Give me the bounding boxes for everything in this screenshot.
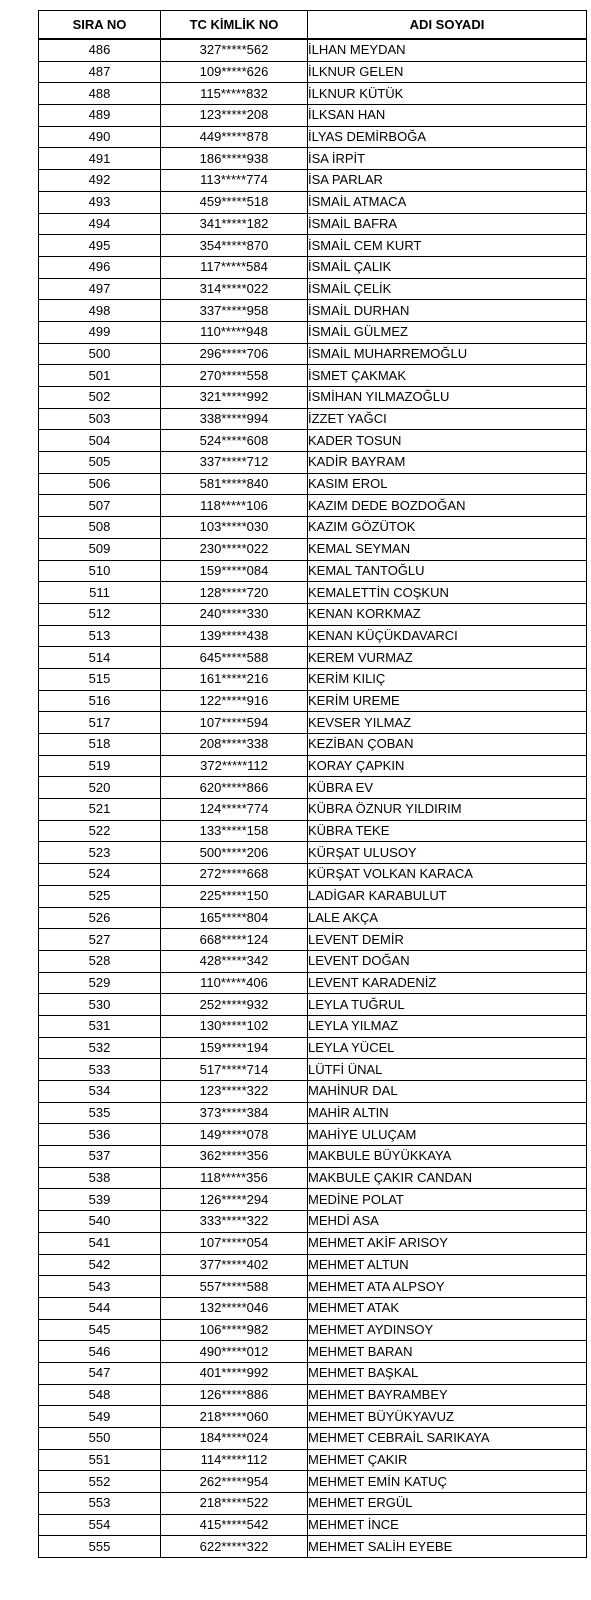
adi-soyadi-cell: İSMAİL ÇALIK	[308, 256, 587, 278]
tc-kimlik-no-cell: 186*****938	[161, 148, 308, 170]
tc-kimlik-no-cell: 415*****542	[161, 1514, 308, 1536]
table-body	[39, 39, 587, 1558]
table-row	[39, 842, 587, 864]
tc-kimlik-no-cell: 622*****322	[161, 1536, 308, 1558]
adi-soyadi-cell: MEHMET ÇAKIR	[308, 1449, 587, 1471]
table-row	[39, 1189, 587, 1211]
table-row	[39, 235, 587, 257]
tc-kimlik-no-cell: 327*****562	[161, 39, 308, 61]
table-row	[39, 1037, 587, 1059]
table-row	[39, 1081, 587, 1103]
sira-no-cell: 504	[39, 430, 161, 452]
sira-no-cell: 492	[39, 170, 161, 192]
sira-no-cell: 493	[39, 191, 161, 213]
tc-kimlik-no-cell: 230*****022	[161, 538, 308, 560]
tc-kimlik-no-cell: 225*****150	[161, 885, 308, 907]
table-row	[39, 126, 587, 148]
tc-kimlik-no-cell: 107*****054	[161, 1232, 308, 1254]
sira-no-cell: 539	[39, 1189, 161, 1211]
adi-soyadi-cell: LEVENT DEMİR	[308, 929, 587, 951]
table-row	[39, 1211, 587, 1233]
table-row	[39, 517, 587, 539]
sira-no-cell: 543	[39, 1276, 161, 1298]
sira-no-cell: 553	[39, 1493, 161, 1515]
tc-kimlik-no-cell: 110*****406	[161, 972, 308, 994]
tc-kimlik-no-cell: 401*****992	[161, 1362, 308, 1384]
adi-soyadi-cell: MAHİNUR DAL	[308, 1081, 587, 1103]
sira-no-cell: 490	[39, 126, 161, 148]
adi-soyadi-cell: MEHDİ ASA	[308, 1211, 587, 1233]
tc-kimlik-no-cell: 428*****342	[161, 950, 308, 972]
sira-no-cell: 496	[39, 256, 161, 278]
sira-no-cell: 537	[39, 1146, 161, 1168]
tc-kimlik-no-cell: 115*****832	[161, 83, 308, 105]
sira-no-cell: 507	[39, 495, 161, 517]
sira-no-cell: 519	[39, 755, 161, 777]
tc-kimlik-no-cell: 149*****078	[161, 1124, 308, 1146]
adi-soyadi-cell: LALE AKÇA	[308, 907, 587, 929]
table-row	[39, 343, 587, 365]
table-row	[39, 1449, 587, 1471]
adi-soyadi-cell: LADİGAR KARABULUT	[308, 885, 587, 907]
table-row	[39, 1514, 587, 1536]
tc-kimlik-no-cell: 123*****322	[161, 1081, 308, 1103]
sira-no-cell: 491	[39, 148, 161, 170]
table-row	[39, 1167, 587, 1189]
adi-soyadi-cell: KÜBRA TEKE	[308, 820, 587, 842]
table-row	[39, 950, 587, 972]
table-row	[39, 1102, 587, 1124]
adi-soyadi-cell: LEYLA YÜCEL	[308, 1037, 587, 1059]
adi-soyadi-cell: KAZIM GÖZÜTOK	[308, 517, 587, 539]
adi-soyadi-cell: KEMALETTİN COŞKUN	[308, 582, 587, 604]
sira-no-cell: 544	[39, 1297, 161, 1319]
table-row	[39, 1124, 587, 1146]
adi-soyadi-cell: MEHMET SALİH EYEBE	[308, 1536, 587, 1558]
adi-soyadi-cell: İSMAİL ÇELİK	[308, 278, 587, 300]
tc-kimlik-no-cell: 252*****932	[161, 994, 308, 1016]
tc-kimlik-no-cell: 449*****878	[161, 126, 308, 148]
tc-kimlik-no-cell: 240*****330	[161, 603, 308, 625]
table-row	[39, 538, 587, 560]
tc-kimlik-no-cell: 668*****124	[161, 929, 308, 951]
tc-kimlik-no-cell: 459*****518	[161, 191, 308, 213]
tc-kimlik-no-cell: 118*****356	[161, 1167, 308, 1189]
header-row	[39, 11, 587, 40]
table-row	[39, 1362, 587, 1384]
adi-soyadi-cell: İSA PARLAR	[308, 170, 587, 192]
table-row	[39, 625, 587, 647]
sira-no-cell: 495	[39, 235, 161, 257]
table-row	[39, 1319, 587, 1341]
sira-no-cell: 499	[39, 321, 161, 343]
tc-kimlik-no-cell: 106*****982	[161, 1319, 308, 1341]
tc-kimlik-no-cell: 272*****668	[161, 864, 308, 886]
sira-no-cell: 488	[39, 83, 161, 105]
table-row	[39, 213, 587, 235]
tc-kimlik-no-cell: 500*****206	[161, 842, 308, 864]
table-row	[39, 1471, 587, 1493]
adi-soyadi-cell: MAKBULE ÇAKIR CANDAN	[308, 1167, 587, 1189]
table-row	[39, 430, 587, 452]
tc-kimlik-no-cell: 645*****588	[161, 647, 308, 669]
tc-kimlik-no-cell: 337*****712	[161, 452, 308, 474]
adi-soyadi-cell: MAHİYE ULUÇAM	[308, 1124, 587, 1146]
tc-kimlik-no-cell: 126*****294	[161, 1189, 308, 1211]
adi-soyadi-cell: İLKNUR GELEN	[308, 61, 587, 83]
tc-kimlik-no-cell: 124*****774	[161, 799, 308, 821]
adi-soyadi-cell: İLKSAN HAN	[308, 105, 587, 127]
tc-kimlik-no-cell: 354*****870	[161, 235, 308, 257]
adi-soyadi-cell: KADİR BAYRAM	[308, 452, 587, 474]
sira-no-cell: 549	[39, 1406, 161, 1428]
table-row	[39, 495, 587, 517]
adi-soyadi-cell: MEHMET BÜYÜKYAVUZ	[308, 1406, 587, 1428]
table-row	[39, 105, 587, 127]
sira-no-cell: 512	[39, 603, 161, 625]
adi-soyadi-cell: LÜTFİ ÜNAL	[308, 1059, 587, 1081]
table-row	[39, 1428, 587, 1450]
sira-no-cell: 508	[39, 517, 161, 539]
tc-kimlik-no-cell: 517*****714	[161, 1059, 308, 1081]
tc-kimlik-no-cell: 490*****012	[161, 1341, 308, 1363]
sira-no-cell: 517	[39, 712, 161, 734]
table-row	[39, 39, 587, 61]
sira-no-cell: 547	[39, 1362, 161, 1384]
table-row	[39, 972, 587, 994]
tc-kimlik-no-cell: 165*****804	[161, 907, 308, 929]
table-row	[39, 1015, 587, 1037]
adi-soyadi-cell: MEHMET EMİN KATUÇ	[308, 1471, 587, 1493]
adi-soyadi-cell: İSMAİL ATMACA	[308, 191, 587, 213]
table-row	[39, 1341, 587, 1363]
tc-kimlik-no-cell: 337*****958	[161, 300, 308, 322]
table-row	[39, 1493, 587, 1515]
table-row	[39, 582, 587, 604]
table-row	[39, 1059, 587, 1081]
tc-kimlik-no-cell: 262*****954	[161, 1471, 308, 1493]
sira-no-cell: 534	[39, 1081, 161, 1103]
table-row	[39, 191, 587, 213]
sira-no-cell: 497	[39, 278, 161, 300]
tc-kimlik-no-cell: 118*****106	[161, 495, 308, 517]
adi-soyadi-cell: KERİM UREME	[308, 690, 587, 712]
sira-no-cell: 518	[39, 734, 161, 756]
adi-soyadi-cell: MEHMET BAYRAMBEY	[308, 1384, 587, 1406]
tc-kimlik-no-cell: 113*****774	[161, 170, 308, 192]
adi-soyadi-cell: İSMET ÇAKMAK	[308, 365, 587, 387]
adi-soyadi-cell: KAZIM DEDE BOZDOĞAN	[308, 495, 587, 517]
table-row	[39, 1297, 587, 1319]
tc-kimlik-no-cell: 581*****840	[161, 473, 308, 495]
adi-soyadi-cell: İSMAİL GÜLMEZ	[308, 321, 587, 343]
adi-soyadi-cell: İSMAİL BAFRA	[308, 213, 587, 235]
sira-no-cell: 516	[39, 690, 161, 712]
adi-soyadi-cell: KEMAL TANTOĞLU	[308, 560, 587, 582]
sira-no-cell: 511	[39, 582, 161, 604]
adi-soyadi-cell: İLHAN MEYDAN	[308, 39, 587, 61]
adi-soyadi-cell: İSMİHAN YILMAZOĞLU	[308, 387, 587, 409]
adi-soyadi-cell: LEVENT KARADENİZ	[308, 972, 587, 994]
table-row	[39, 647, 587, 669]
adi-soyadi-cell: KENAN KORKMAZ	[308, 603, 587, 625]
tc-kimlik-no-cell: 139*****438	[161, 625, 308, 647]
adi-soyadi-cell: KEREM VURMAZ	[308, 647, 587, 669]
tc-kimlik-no-cell: 333*****322	[161, 1211, 308, 1233]
participant-table	[38, 10, 587, 1558]
tc-kimlik-no-cell: 110*****948	[161, 321, 308, 343]
tc-kimlik-no-cell: 208*****338	[161, 734, 308, 756]
sira-no-cell: 540	[39, 1211, 161, 1233]
tc-kimlik-no-cell: 338*****994	[161, 408, 308, 430]
tc-kimlik-no-cell: 372*****112	[161, 755, 308, 777]
sira-no-cell: 554	[39, 1514, 161, 1536]
tc-kimlik-no-cell: 109*****626	[161, 61, 308, 83]
tc-kimlik-no-cell: 321*****992	[161, 387, 308, 409]
sira-no-cell: 552	[39, 1471, 161, 1493]
sira-no-cell: 545	[39, 1319, 161, 1341]
sira-no-cell: 548	[39, 1384, 161, 1406]
sira-no-cell: 514	[39, 647, 161, 669]
table-row	[39, 668, 587, 690]
adi-soyadi-cell: MEHMET AYDINSOY	[308, 1319, 587, 1341]
sira-no-cell: 501	[39, 365, 161, 387]
sira-no-cell: 527	[39, 929, 161, 951]
tc-kimlik-no-cell: 122*****916	[161, 690, 308, 712]
sira-no-cell: 524	[39, 864, 161, 886]
header-tc-kimlik-no: TC KİMLİK NO	[161, 11, 308, 40]
sira-no-cell: 503	[39, 408, 161, 430]
adi-soyadi-cell: KÜRŞAT ULUSOY	[308, 842, 587, 864]
sira-no-cell: 531	[39, 1015, 161, 1037]
table-row	[39, 820, 587, 842]
adi-soyadi-cell: MEHMET CEBRAİL SARIKAYA	[308, 1428, 587, 1450]
sira-no-cell: 532	[39, 1037, 161, 1059]
table-row	[39, 734, 587, 756]
sira-no-cell: 535	[39, 1102, 161, 1124]
sira-no-cell: 513	[39, 625, 161, 647]
adi-soyadi-cell: KENAN KÜÇÜKDAVARCI	[308, 625, 587, 647]
adi-soyadi-cell: MEHMET ATAK	[308, 1297, 587, 1319]
tc-kimlik-no-cell: 161*****216	[161, 668, 308, 690]
sira-no-cell: 529	[39, 972, 161, 994]
table-row	[39, 603, 587, 625]
table-row	[39, 170, 587, 192]
tc-kimlik-no-cell: 557*****588	[161, 1276, 308, 1298]
table-row	[39, 560, 587, 582]
sira-no-cell: 536	[39, 1124, 161, 1146]
tc-kimlik-no-cell: 377*****402	[161, 1254, 308, 1276]
tc-kimlik-no-cell: 524*****608	[161, 430, 308, 452]
adi-soyadi-cell: KÜRŞAT VOLKAN KARACA	[308, 864, 587, 886]
adi-soyadi-cell: MAHİR ALTIN	[308, 1102, 587, 1124]
adi-soyadi-cell: MEHMET BARAN	[308, 1341, 587, 1363]
table-row	[39, 777, 587, 799]
table-row	[39, 61, 587, 83]
table-row	[39, 148, 587, 170]
tc-kimlik-no-cell: 126*****886	[161, 1384, 308, 1406]
adi-soyadi-cell: İLYAS DEMİRBOĞA	[308, 126, 587, 148]
sira-no-cell: 509	[39, 538, 161, 560]
tc-kimlik-no-cell: 114*****112	[161, 1449, 308, 1471]
adi-soyadi-cell: MEHMET BAŞKAL	[308, 1362, 587, 1384]
table-row	[39, 907, 587, 929]
adi-soyadi-cell: KASIM EROL	[308, 473, 587, 495]
adi-soyadi-cell: KEVSER YILMAZ	[308, 712, 587, 734]
table-row	[39, 473, 587, 495]
sira-no-cell: 487	[39, 61, 161, 83]
sira-no-cell: 505	[39, 452, 161, 474]
sira-no-cell: 486	[39, 39, 161, 61]
tc-kimlik-no-cell: 218*****060	[161, 1406, 308, 1428]
table-row	[39, 755, 587, 777]
sira-no-cell: 538	[39, 1167, 161, 1189]
tc-kimlik-no-cell: 341*****182	[161, 213, 308, 235]
sira-no-cell: 530	[39, 994, 161, 1016]
adi-soyadi-cell: MEDİNE POLAT	[308, 1189, 587, 1211]
table-row	[39, 256, 587, 278]
tc-kimlik-no-cell: 296*****706	[161, 343, 308, 365]
table-row	[39, 994, 587, 1016]
table-row	[39, 300, 587, 322]
adi-soyadi-cell: MEHMET ATA ALPSOY	[308, 1276, 587, 1298]
table-row	[39, 712, 587, 734]
sira-no-cell: 526	[39, 907, 161, 929]
sira-no-cell: 551	[39, 1449, 161, 1471]
table-row	[39, 1384, 587, 1406]
adi-soyadi-cell: MEHMET İNCE	[308, 1514, 587, 1536]
tc-kimlik-no-cell: 620*****866	[161, 777, 308, 799]
tc-kimlik-no-cell: 159*****194	[161, 1037, 308, 1059]
adi-soyadi-cell: İLKNUR KÜTÜK	[308, 83, 587, 105]
sira-no-cell: 506	[39, 473, 161, 495]
sira-no-cell: 542	[39, 1254, 161, 1276]
tc-kimlik-no-cell: 159*****084	[161, 560, 308, 582]
tc-kimlik-no-cell: 123*****208	[161, 105, 308, 127]
tc-kimlik-no-cell: 314*****022	[161, 278, 308, 300]
table-row	[39, 799, 587, 821]
tc-kimlik-no-cell: 130*****102	[161, 1015, 308, 1037]
tc-kimlik-no-cell: 103*****030	[161, 517, 308, 539]
tc-kimlik-no-cell: 117*****584	[161, 256, 308, 278]
tc-kimlik-no-cell: 373*****384	[161, 1102, 308, 1124]
table-row	[39, 690, 587, 712]
table-row	[39, 1146, 587, 1168]
sira-no-cell: 494	[39, 213, 161, 235]
table-row	[39, 1276, 587, 1298]
sira-no-cell: 500	[39, 343, 161, 365]
header-sira-no: SIRA NO	[39, 11, 161, 40]
table-row	[39, 83, 587, 105]
table-row	[39, 278, 587, 300]
adi-soyadi-cell: LEYLA TUĞRUL	[308, 994, 587, 1016]
table-row	[39, 387, 587, 409]
tc-kimlik-no-cell: 107*****594	[161, 712, 308, 734]
sira-no-cell: 521	[39, 799, 161, 821]
table-row	[39, 1536, 587, 1558]
tc-kimlik-no-cell: 133*****158	[161, 820, 308, 842]
sira-no-cell: 498	[39, 300, 161, 322]
table-row	[39, 929, 587, 951]
sira-no-cell: 533	[39, 1059, 161, 1081]
sira-no-cell: 525	[39, 885, 161, 907]
sira-no-cell: 541	[39, 1232, 161, 1254]
table-row	[39, 1254, 587, 1276]
adi-soyadi-cell: İZZET YAĞCI	[308, 408, 587, 430]
adi-soyadi-cell: MEHMET ALTUN	[308, 1254, 587, 1276]
adi-soyadi-cell: LEVENT DOĞAN	[308, 950, 587, 972]
tc-kimlik-no-cell: 128*****720	[161, 582, 308, 604]
adi-soyadi-cell: İSMAİL DURHAN	[308, 300, 587, 322]
tc-kimlik-no-cell: 184*****024	[161, 1428, 308, 1450]
sira-no-cell: 528	[39, 950, 161, 972]
sira-no-cell: 550	[39, 1428, 161, 1450]
tc-kimlik-no-cell: 218*****522	[161, 1493, 308, 1515]
adi-soyadi-cell: MEHMET ERGÜL	[308, 1493, 587, 1515]
table-row	[39, 408, 587, 430]
adi-soyadi-cell: İSMAİL CEM KURT	[308, 235, 587, 257]
tc-kimlik-no-cell: 362*****356	[161, 1146, 308, 1168]
adi-soyadi-cell: KÜBRA EV	[308, 777, 587, 799]
sira-no-cell: 515	[39, 668, 161, 690]
sira-no-cell: 502	[39, 387, 161, 409]
sira-no-cell: 520	[39, 777, 161, 799]
tc-kimlik-no-cell: 270*****558	[161, 365, 308, 387]
adi-soyadi-cell: İSA İRPİT	[308, 148, 587, 170]
tc-kimlik-no-cell: 132*****046	[161, 1297, 308, 1319]
adi-soyadi-cell: MAKBULE BÜYÜKKAYA	[308, 1146, 587, 1168]
sira-no-cell: 523	[39, 842, 161, 864]
table-row	[39, 321, 587, 343]
adi-soyadi-cell: İSMAİL MUHARREMOĞLU	[308, 343, 587, 365]
table-row	[39, 1232, 587, 1254]
table-row	[39, 452, 587, 474]
table-row	[39, 864, 587, 886]
sira-no-cell: 489	[39, 105, 161, 127]
table-row	[39, 365, 587, 387]
adi-soyadi-cell: KORAY ÇAPKIN	[308, 755, 587, 777]
table-row	[39, 1406, 587, 1428]
header-adi-soyadi: ADI SOYADI	[308, 11, 587, 40]
adi-soyadi-cell: KEZİBAN ÇOBAN	[308, 734, 587, 756]
adi-soyadi-cell: KEMAL SEYMAN	[308, 538, 587, 560]
adi-soyadi-cell: LEYLA YILMAZ	[308, 1015, 587, 1037]
sira-no-cell: 555	[39, 1536, 161, 1558]
adi-soyadi-cell: KADER TOSUN	[308, 430, 587, 452]
sira-no-cell: 510	[39, 560, 161, 582]
sira-no-cell: 546	[39, 1341, 161, 1363]
adi-soyadi-cell: MEHMET AKİF ARISOY	[308, 1232, 587, 1254]
table-row	[39, 885, 587, 907]
sira-no-cell: 522	[39, 820, 161, 842]
adi-soyadi-cell: KERİM KILIÇ	[308, 668, 587, 690]
adi-soyadi-cell: KÜBRA ÖZNUR YILDIRIM	[308, 799, 587, 821]
